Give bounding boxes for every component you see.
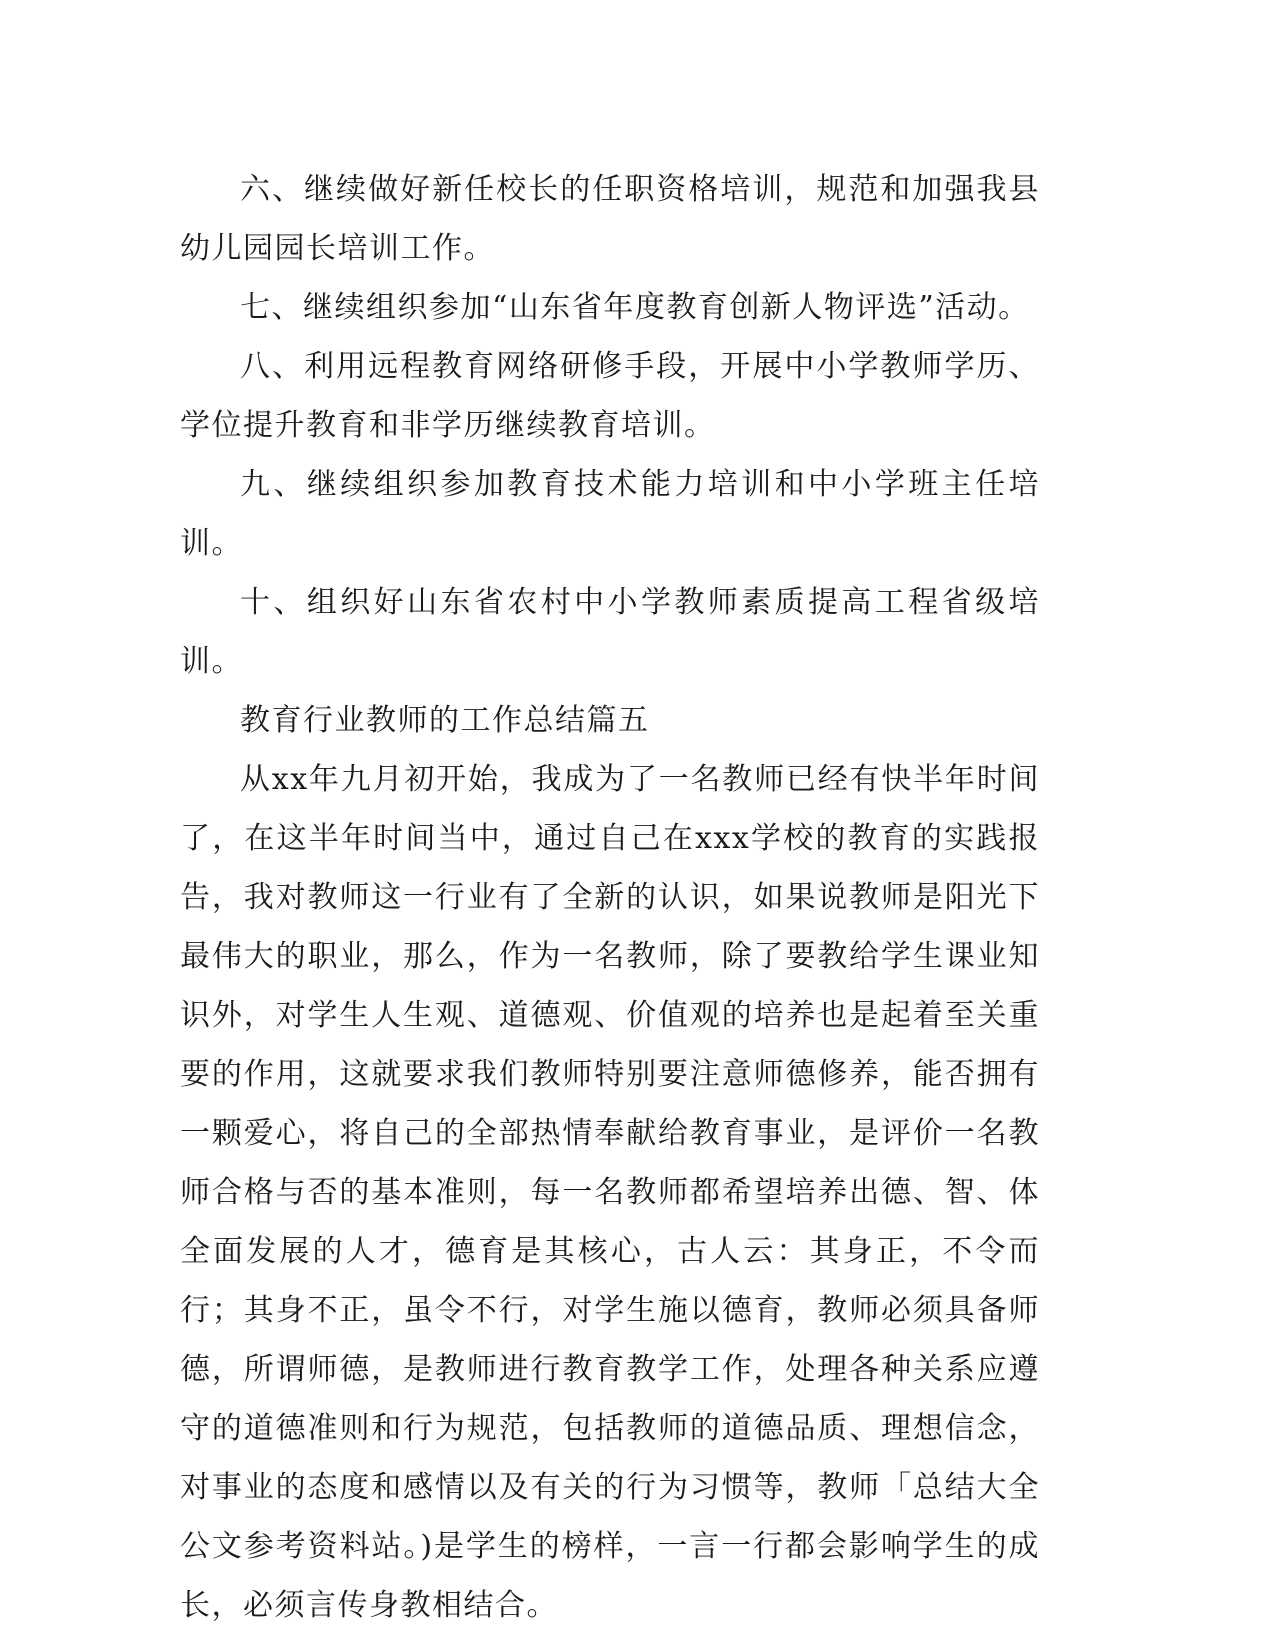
section-heading: 教育行业教师的工作总结篇五 bbox=[240, 703, 650, 738]
paragraph-item-8: 八、利用远程教育网络研修手段，开展中小学教师学历、学位提升教育和非学历继续教育培训。 bbox=[180, 349, 1040, 443]
paragraph-item-7: 七、继续组织参加“山东省年度教育创新人物评选”活动。 bbox=[240, 290, 1030, 325]
paragraph-item-10: 十、组织好山东省农村中小学教师素质提高工程省级培训。 bbox=[180, 585, 1040, 679]
paragraph-item-9: 九、继续组织参加教育技术能力培训和中小学班主任培训。 bbox=[180, 467, 1040, 561]
document-body bbox=[180, 160, 1040, 1635]
paragraph-item-6: 六、继续做好新任校长的任职资格培训，规范和加强我县幼儿园园长培训工作。 bbox=[180, 172, 1040, 266]
body-paragraph: 从xx年九月初开始，我成为了一名教师已经有快半年时间了，在这半年时间当中，通过自己在xxx学校的教育的实践报告，我对教师这一行业有了全新的认识，如果说教师是阳光下最伟大的职业，那么，作为一名教师，除了要教给学生课业知识外，对学生人生观、道德观、价值观的培养也是起着至关重要的作用，这就要求我们教师特别要注意师德修养，能否拥有一颗爱心，将自己的全部热情奉献给教育事业，是评价一名教师合格与否的基本准则，每一名教师都希望培养出德、智、体全面发展的人才，德育是其核心，古人云：其身正，不令而行；其身不正，虽令不行，对学生施以德育，教师必须具备师德，所谓师德，是教师进行教育教学工作，处理各种关系应遵守的道德准则和行为规范，包括教师的道德品质、理想信念，对事业的态度和感情以及有关的行为习惯等，教师「总结大全公文参考资料站。)是学生的榜样，一言一行都会影响学生的成长，必须言传身教相结合。 bbox=[180, 762, 1040, 1623]
